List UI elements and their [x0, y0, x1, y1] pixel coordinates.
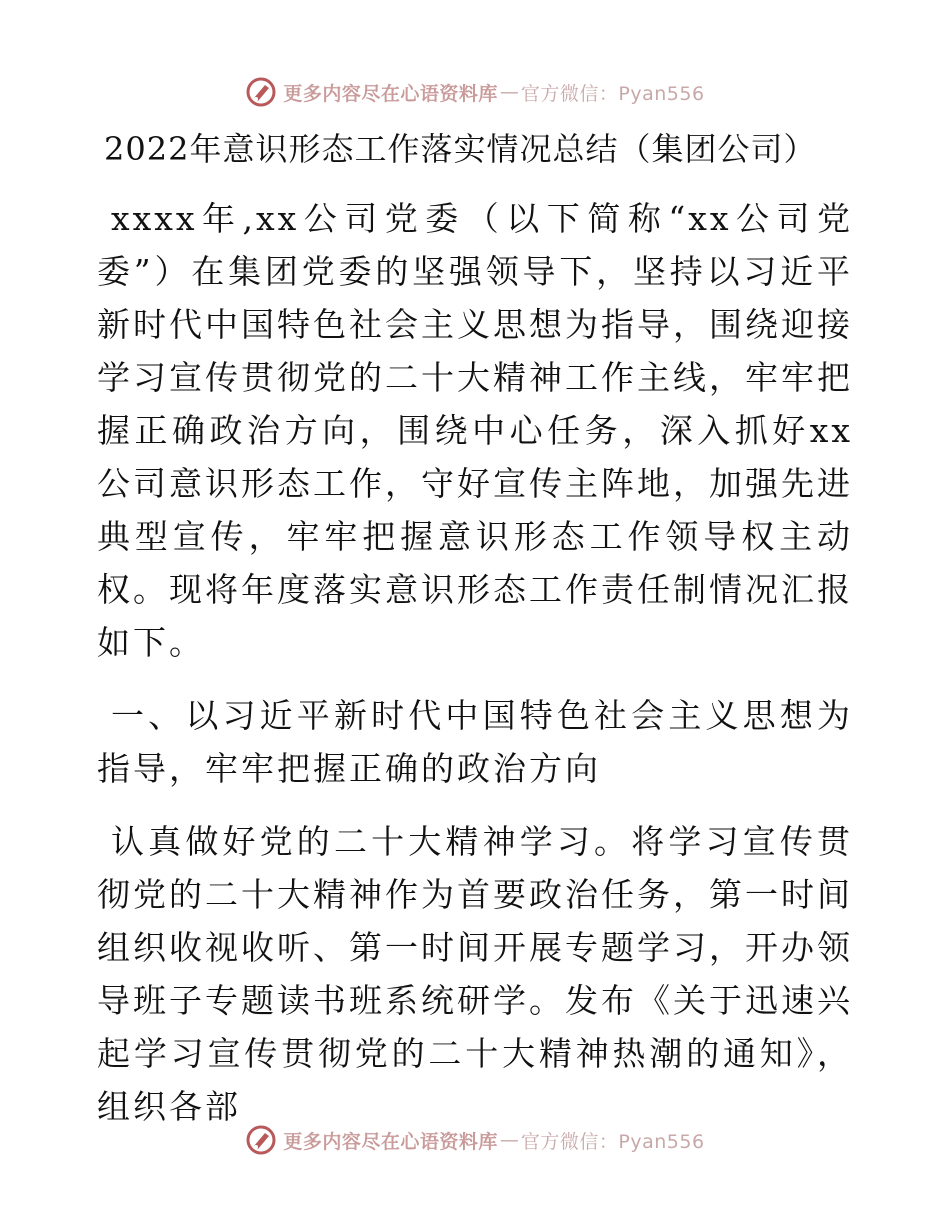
- paragraph-study: 认真做好党的二十大精神学习。将学习宣传贯彻党的二十大精神作为首要政治任务，第一时间组织收视收听、第一时间开展专题学习，开办领导班子专题读书班系统研学。发布《关于迅速兴起学习宣传贯彻党的二十大精神热潮的通知》，组织各部: [97, 822, 853, 1126]
- watermark-main-text: 更多内容尽在心语资料库: [283, 1130, 498, 1153]
- watermark-separator: —: [499, 1129, 519, 1151]
- paragraph-intro: xxxx年,xx公司党委（以下简称“xx公司党委”）在集团党委的坚强领导下，坚持以习近平新时代中国特色社会主义思想为指导，围绕迎接学习宣传贯彻党的二十大精神工作主线，牢牢把握正确政治方向，围绕中心任务，深入抓好xx公司意识形态工作，守好宣传主阵地，加强先进典型宣传，牢牢把握意识形态工作领导权主动权。现将年度落实意识形态工作责任制情况汇报如下。: [97, 199, 853, 662]
- watermark-contact: 官方微信：Pyan556: [520, 1130, 705, 1153]
- document-title: 2022年意识形态工作落实情况总结（集团公司）: [104, 130, 817, 168]
- watermark-main-text: 更多内容尽在心语资料库: [283, 82, 498, 105]
- watermark-contact: 官方微信：Pyan556: [520, 82, 705, 105]
- watermark-header: [0, 72, 950, 112]
- watermark-footer: [0, 1120, 950, 1160]
- document-body: [97, 186, 853, 1133]
- watermark-separator: —: [499, 81, 519, 103]
- pen-seal-icon: [245, 1124, 277, 1156]
- section-heading-1: 一、以习近平新时代中国特色社会主义思想为指导，牢牢把握正确的政治方向: [97, 696, 853, 788]
- pen-seal-icon: [245, 76, 277, 108]
